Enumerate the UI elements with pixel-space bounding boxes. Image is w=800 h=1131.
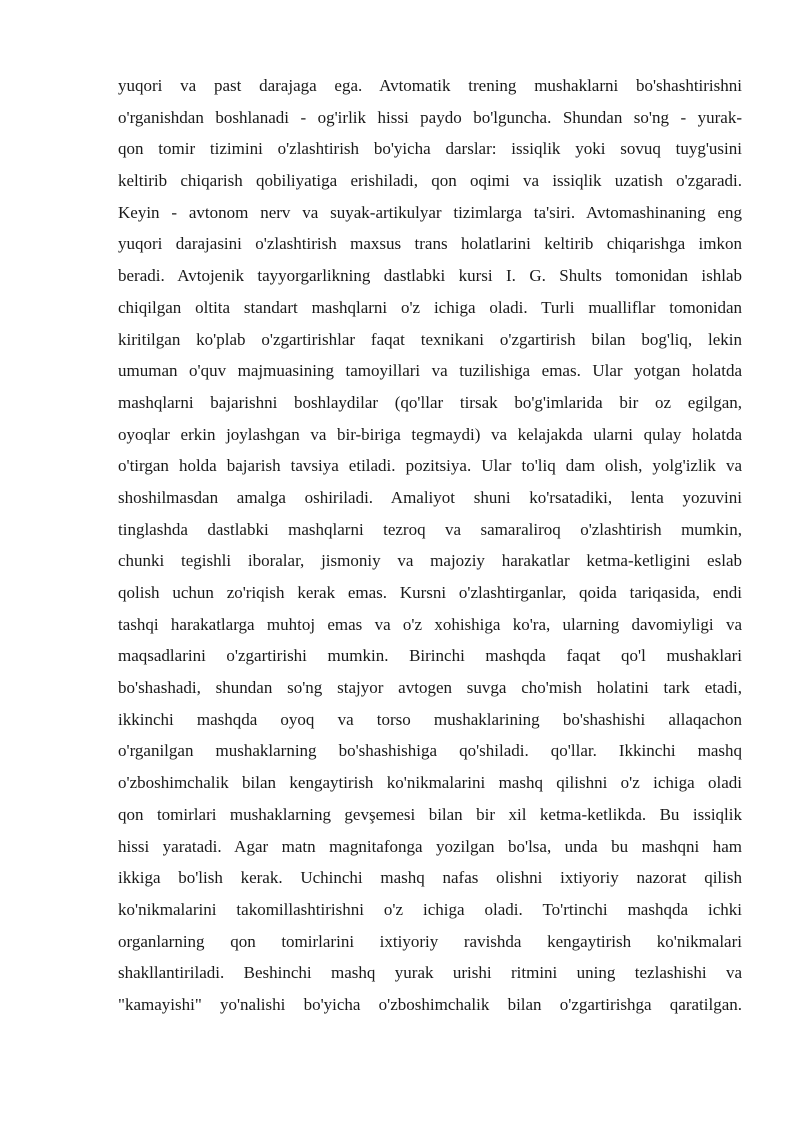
text-line-6: yuqori darajasini o'zlashtirish maxsus trans holatlarini keltirib chiqarishga imkon: [118, 234, 742, 254]
text-line-25: hissi yaratadi. Agar matn magnitafonga yozilgan bo'lsa, unda bu mashqni ham: [118, 836, 742, 856]
body-paragraph: [118, 70, 742, 1021]
text-line-10: umuman o'quv majmuasining tamoyillari va tuzilishiga emas. Ular yotgan holatda: [118, 361, 742, 381]
text-line-15: tinglashda dastlabki mashqlarni tezroq va samaraliroq o'zlashtirish mumkin,: [118, 519, 742, 539]
text-line-18: tashqi harakatlarga muhtoj emas va o'z xohishiga ko'ra, ularning davomiyligi va: [118, 614, 742, 634]
text-line-26: ikkiga bo'lish kerak. Uchinchi mashq nafas olishni ixtiyoriy nazorat qilish: [118, 868, 742, 888]
text-line-8: chiqilgan oltita standart mashqlarni o'z ichiga oladi. Turli mualliflar tomonidan: [118, 297, 742, 317]
text-line-19: maqsadlarini o'zgartirishi mumkin. Birinchi mashqda faqat qo'l mushaklari: [118, 646, 742, 666]
text-line-16: chunki tegishli iboralar, jismoniy va majoziy harakatlar ketma-ketligini eslab: [118, 551, 742, 571]
text-line-2: o'rganishdan boshlanadi - og'irlik hissi paydo bo'lguncha. Shundan so'ng - yurak-: [118, 107, 742, 127]
text-line-17: qolish uchun zo'riqish kerak emas. Kursni o'zlashtirganlar, qoida tariqasida, endi: [118, 583, 742, 602]
text-line-7: beradi. Avtojenik tayyorgarlikning dastlabki kursi I. G. Shults tomonidan ishlab: [118, 266, 742, 286]
text-line-1: yuqori va past darajaga ega. Avtomatik trening mushaklarni bo'shashtirishni: [118, 76, 742, 95]
text-line-5: Keyin - avtonom nerv va suyak-artikulyar tizimlarga ta'siri. Avtomashinaning eng: [118, 202, 742, 222]
document-page: [118, 70, 742, 1021]
text-line-9: kiritilgan ko'plab o'zgartirishlar faqat texnikani o'zgartirish bilan bog'liq, lekin: [118, 329, 742, 349]
text-line-20: bo'shashadi, shundan so'ng stajyor avtogen suvga cho'mish holatini tark etadi,: [118, 678, 742, 698]
text-line-12: oyoqlar erkin joylashgan va bir-biriga tegmaydi) va kelajakda ularni qulay holatda: [118, 424, 742, 444]
text-line-30: "kamayishi" yo'nalishi bo'yicha o'zboshimchalik bilan o'zgartirishga qaratilgan.: [118, 994, 742, 1014]
text-line-11: mashqlarni bajarishni boshlaydilar (qo'llar tirsak bo'g'imlarida bir oz egilgan,: [118, 392, 742, 412]
text-line-3: qon tomir tizimini o'zlashtirish bo'yicha darslar: issiqlik yoki sovuq tuyg'usini: [118, 139, 742, 159]
text-line-21: ikkinchi mashqda oyoq va torso mushaklarining bo'shashishi allaqachon: [118, 709, 742, 729]
text-line-29: shakllantiriladi. Beshinchi mashq yurak urishi ritmini uning tezlashishi va: [118, 963, 742, 983]
text-line-22: o'rganilgan mushaklarning bo'shashishiga qo'shiladi. qo'llar. Ikkinchi mashq: [118, 741, 742, 761]
text-line-4: keltirib chiqarish qobiliyatiga erishiladi, qon oqimi va issiqlik uzatish o'zgaradi.: [118, 171, 742, 191]
text-line-24: qon tomirlari mushaklarning gevşemesi bilan bir xil ketma-ketlikda. Bu issiqlik: [118, 804, 742, 824]
text-line-23: o'zboshimchalik bilan kengaytirish ko'nikmalarini mashq qilishni o'z ichiga oladi: [118, 773, 742, 793]
text-line-14: shoshilmasdan amalga oshiriladi. Amaliyot shuni ko'rsatadiki, lenta yozuvini: [118, 487, 742, 507]
text-line-27: ko'nikmalarini takomillashtirishni o'z ichiga oladi. To'rtinchi mashqda ichki: [118, 899, 742, 919]
text-line-13: o'tirgan holda bajarish tavsiya etiladi. pozitsiya. Ular to'liq dam olish, yolg'izlik va: [118, 456, 742, 476]
text-line-28: organlarning qon tomirlarini ixtiyoriy ravishda kengaytirish ko'nikmalari: [118, 931, 742, 951]
